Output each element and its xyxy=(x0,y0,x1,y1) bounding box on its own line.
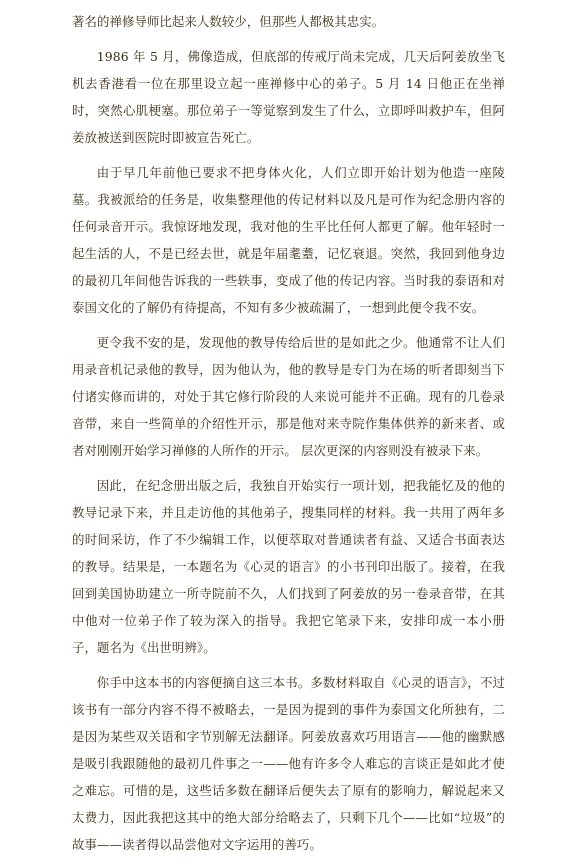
paragraph-5: 因此，在纪念册出版之后，我独自开始实行一项计划，把我能忆及的他的教导记录下来，并且走访他的其他弟子，搜集同样的材料。我一共用了两年多的时间采访，作了不少编辑工作，以便萃取对普通读者有益、又适合书面表达的教导。结果是，一本题名为《心灵的语言》的小书刊印出版了。接着，在我回到美国协助建立一所寺院前不久，人们找到了阿姜放的另一卷录音带，在其中他对一位弟子作了较为深入的指导。我把它笔录下来，安排印成一本小册子，题名为《出世明辨》。 xyxy=(72,478,505,655)
paragraph-1: 著名的禅修导师比起来人数较少，但那些人都极其忠实。 xyxy=(72,14,385,29)
paragraph-6: 你手中这本书的内容便摘自这三本书。多数材料取自《心灵的语言》，不过该书有一部分内容不得不被略去，一是因为提到的事件为泰国文化所独有，二是因为某些双关语和字节别解无法翻译。阿姜放喜欢巧用语言——他的幽默感是吸引我跟随他的最初几件事之一——他有许多令人难忘的言谈正是如此才使之难忘。可惜的是，这些话多数在翻译后便失去了原有的影响力，解说起来又太费力，因此我把这其中的绝大部分给略去了，只剩下几个——比如“垃圾”的故事——读者得以品尝他对文字运用的善巧。 xyxy=(72,675,505,852)
paragraph-gap xyxy=(72,151,505,159)
paragraph-3: 由于早几年前他已要求不把身体火化，人们立即开始计划为他造一座陵墓。我被派给的任务是，收集整理他的传记材料以及凡是可作为纪念册内容的任何录音开示。我惊讶地发现，我对他的生平比任何人都更了解。他年轻时一起生活的人，不是已经去世，就是年届耄耋，记忆衰退。突然，我回到他身边的最初几年间他告诉我的一些轶事，变成了他的传记内容。当时我的泰语和对泰国文化的了解仍有待提高，不知有多少被疏漏了，一想到此便令我不安。 xyxy=(72,165,505,315)
paragraph-gap xyxy=(72,661,505,669)
paragraph-gap xyxy=(72,321,505,329)
paragraph-gap xyxy=(72,35,505,43)
paragraph-2: 1986 年 5 月，佛像造成，但底部的传戒厅尚未完成，几天后阿姜放坐飞机去香港看一位在那里设立起一座禅修中心的弟子。5 月 14 日他正在坐禅时，突然心肌梗塞。那位弟子一等觉察到发生了什么，立即呼叫救护车，但阿姜放被送到医院时即被宣告死亡。 xyxy=(72,49,505,145)
paragraph-4: 更令我不安的是，发现他的教导传给后世的是如此之少。他通常不让人们用录音机记录他的教导，因为他认为，他的教导是专门为在场的听者即刻当下付诸实修而讲的，对处于其它修行阶段的人来说可能并不正确。现有的几卷录音带，来自一些简单的介绍性开示，那是他对来寺院作集体供养的新来者、或者对刚刚开始学习禅修的人所作的开示。 层次更深的内容则没有被录下来。 xyxy=(72,335,505,458)
paragraph-gap xyxy=(72,464,505,472)
